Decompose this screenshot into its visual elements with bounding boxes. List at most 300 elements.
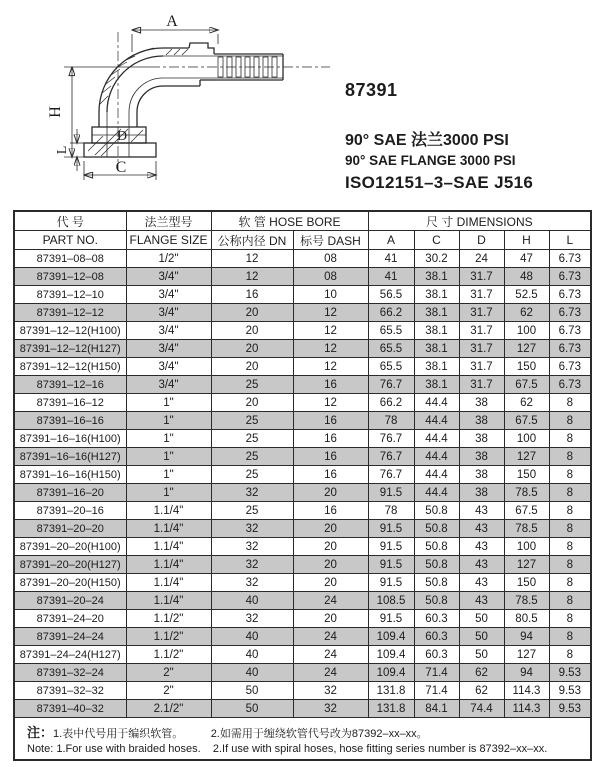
- cell-dash: 16: [293, 430, 368, 448]
- cell-dash: 20: [293, 574, 368, 592]
- cell-dash: 20: [293, 520, 368, 538]
- table-row: [14, 268, 591, 286]
- cell-dim-d: 74.4: [459, 700, 504, 718]
- product-title-en: 90° SAE FLANGE 3000 PSI: [345, 153, 516, 168]
- cell-dim-a: 91.5: [368, 484, 414, 502]
- cell-part-no: 87391–32–32: [14, 682, 126, 700]
- cell-dim-d: 43: [459, 574, 504, 592]
- cell-flange-size: 3/4": [126, 358, 211, 376]
- cell-dim-d: 38: [459, 466, 504, 484]
- cell-dim-l: 8: [549, 394, 591, 412]
- cell-dim-a: 131.8: [368, 700, 414, 718]
- standard-reference: ISO12151–3–SAE J516: [345, 173, 534, 192]
- cell-dim-c: 38.1: [414, 376, 459, 394]
- cell-part-no: 87391–16–16(H100): [14, 430, 126, 448]
- cell-part-no: 87391–12–12(H100): [14, 322, 126, 340]
- cell-dim-a: 91.5: [368, 574, 414, 592]
- table-row: [14, 502, 591, 520]
- cell-dn: 20: [211, 340, 293, 358]
- dimension-a: [132, 13, 218, 52]
- table-row: [14, 322, 591, 340]
- cell-dim-l: 9.53: [549, 682, 591, 700]
- header-dn: 公称内径 DN: [211, 231, 293, 250]
- cell-dim-c: 44.4: [414, 448, 459, 466]
- cell-dim-l: 6.73: [549, 322, 591, 340]
- cell-dn: 32: [211, 520, 293, 538]
- table-row: [14, 376, 591, 394]
- cell-dash: 20: [293, 610, 368, 628]
- cell-flange-size: 3/4": [126, 376, 211, 394]
- cell-dim-c: 44.4: [414, 466, 459, 484]
- table-row: [14, 610, 591, 628]
- cell-dim-d: 31.7: [459, 376, 504, 394]
- cell-dim-d: 31.7: [459, 286, 504, 304]
- cell-dim-h: 78.5: [504, 484, 549, 502]
- cell-flange-size: 1.1/4": [126, 592, 211, 610]
- header-dash: 标号 DASH: [293, 231, 368, 250]
- cell-part-no: 87391–20–20: [14, 520, 126, 538]
- cell-dim-d: 31.7: [459, 340, 504, 358]
- cell-dim-a: 91.5: [368, 610, 414, 628]
- cell-dim-a: 76.7: [368, 448, 414, 466]
- cell-dim-h: 127: [504, 448, 549, 466]
- cell-dim-a: 108.5: [368, 592, 414, 610]
- cell-flange-size: 1.1/4": [126, 538, 211, 556]
- cell-dim-d: 31.7: [459, 268, 504, 286]
- table-row: [14, 628, 591, 646]
- technical-drawing: [0, 0, 340, 205]
- cell-flange-size: 1.1/2": [126, 628, 211, 646]
- cell-dash: 16: [293, 412, 368, 430]
- table-row: [14, 358, 591, 376]
- cell-dim-c: 44.4: [414, 484, 459, 502]
- cell-dn: 40: [211, 664, 293, 682]
- cell-dn: 25: [211, 448, 293, 466]
- cell-dim-h: 100: [504, 322, 549, 340]
- cell-dim-d: 31.7: [459, 304, 504, 322]
- cell-dim-d: 38: [459, 484, 504, 502]
- cell-dim-c: 71.4: [414, 664, 459, 682]
- cell-dim-h: 100: [504, 430, 549, 448]
- cell-dash: 12: [293, 304, 368, 322]
- cell-dim-c: 50.8: [414, 574, 459, 592]
- note-prefix: 注：: [27, 725, 54, 740]
- cell-dn: 25: [211, 376, 293, 394]
- cell-flange-size: 1.1/4": [126, 520, 211, 538]
- cell-part-no: 87391–24–20: [14, 610, 126, 628]
- cell-dim-a: 65.5: [368, 358, 414, 376]
- cell-flange-size: 1/2": [126, 250, 211, 268]
- cell-dim-c: 38.1: [414, 340, 459, 358]
- dim-label-l: L: [55, 145, 70, 155]
- product-title-cn: 90° SAE 法兰3000 PSI: [345, 132, 509, 149]
- cell-dn: 32: [211, 556, 293, 574]
- cell-dim-l: 8: [549, 412, 591, 430]
- dimension-l: [55, 129, 84, 171]
- cell-dash: 12: [293, 394, 368, 412]
- cell-dn: 50: [211, 700, 293, 718]
- header-hose-bore: 软 管 HOSE BORE: [211, 211, 368, 231]
- cell-part-no: 87391–12–12: [14, 304, 126, 322]
- cell-dash: 12: [293, 340, 368, 358]
- cell-flange-size: 2": [126, 682, 211, 700]
- cell-flange-size: 3/4": [126, 286, 211, 304]
- table-row: [14, 448, 591, 466]
- cell-flange-size: 1": [126, 394, 211, 412]
- cell-dn: 20: [211, 322, 293, 340]
- cell-dim-l: 6.73: [549, 358, 591, 376]
- cell-dim-a: 76.7: [368, 466, 414, 484]
- cell-dim-a: 65.5: [368, 340, 414, 358]
- cell-dim-h: 67.5: [504, 376, 549, 394]
- cell-dash: 24: [293, 664, 368, 682]
- cell-part-no: 87391–20–24: [14, 592, 126, 610]
- table-row: [14, 484, 591, 502]
- table-row: [14, 574, 591, 592]
- cell-flange-size: 1.1/2": [126, 646, 211, 664]
- cell-part-no: 87391–20–20(H127): [14, 556, 126, 574]
- cell-dim-h: 94: [504, 664, 549, 682]
- cell-dn: 25: [211, 502, 293, 520]
- header-dim-d: D: [459, 231, 504, 250]
- cell-dim-d: 43: [459, 538, 504, 556]
- cell-dim-h: 150: [504, 466, 549, 484]
- cell-dim-c: 38.1: [414, 322, 459, 340]
- header-dim-h: H: [504, 231, 549, 250]
- cell-flange-size: 1": [126, 484, 211, 502]
- header-flange-cn: 法兰型号: [126, 211, 211, 231]
- cell-dim-c: 50.8: [414, 502, 459, 520]
- cell-flange-size: 1.1/4": [126, 502, 211, 520]
- cell-dash: 08: [293, 250, 368, 268]
- header-row-2: [14, 231, 591, 250]
- cell-dim-l: 8: [549, 610, 591, 628]
- cell-dash: 08: [293, 268, 368, 286]
- cell-dim-h: 114.3: [504, 682, 549, 700]
- cell-dim-l: 6.73: [549, 286, 591, 304]
- cell-dim-l: 9.53: [549, 664, 591, 682]
- cell-dim-d: 43: [459, 520, 504, 538]
- cell-dim-a: 91.5: [368, 538, 414, 556]
- cell-dim-l: 8: [549, 520, 591, 538]
- cell-dim-a: 56.5: [368, 286, 414, 304]
- cell-dim-d: 62: [459, 664, 504, 682]
- cell-dim-a: 109.4: [368, 646, 414, 664]
- cell-dim-h: 80.5: [504, 610, 549, 628]
- cell-dash: 12: [293, 358, 368, 376]
- cell-dash: 16: [293, 466, 368, 484]
- cell-flange-size: 3/4": [126, 304, 211, 322]
- cell-dim-d: 31.7: [459, 322, 504, 340]
- dimension-c: [84, 159, 156, 180]
- header-part-no-cn: 代 号: [14, 211, 126, 231]
- cell-part-no: 87391–32–24: [14, 664, 126, 682]
- cell-dim-h: 62: [504, 304, 549, 322]
- header-dim-c: C: [414, 231, 459, 250]
- cell-dn: 50: [211, 682, 293, 700]
- table-row: [14, 556, 591, 574]
- cell-dim-c: 44.4: [414, 394, 459, 412]
- cell-part-no: 87391–16–16(H127): [14, 448, 126, 466]
- cell-part-no: 87391–20–20(H100): [14, 538, 126, 556]
- cell-flange-size: 2.1/2": [126, 700, 211, 718]
- cell-dim-l: 6.73: [549, 250, 591, 268]
- cell-dim-h: 114.3: [504, 700, 549, 718]
- cell-dim-d: 38: [459, 412, 504, 430]
- cell-dim-c: 84.1: [414, 700, 459, 718]
- cell-dim-l: 8: [549, 538, 591, 556]
- cell-dim-c: 30.2: [414, 250, 459, 268]
- cell-dim-a: 131.8: [368, 682, 414, 700]
- note-line-en: Note: 1.For use with braided hoses. 2.If use with spiral hoses, hose fitting series number is 87392–xx–xx.: [27, 743, 548, 755]
- cell-dn: 12: [211, 250, 293, 268]
- cell-dash: 24: [293, 592, 368, 610]
- cell-part-no: 87391–16–16(H150): [14, 466, 126, 484]
- cell-dim-d: 24: [459, 250, 504, 268]
- header-part-no-en: PART NO.: [14, 231, 126, 250]
- spec-table: [13, 210, 592, 761]
- cell-dash: 16: [293, 502, 368, 520]
- cell-dim-d: 43: [459, 592, 504, 610]
- part-series-number: 87391: [345, 80, 398, 100]
- cell-dim-d: 62: [459, 682, 504, 700]
- cell-dim-c: 71.4: [414, 682, 459, 700]
- cell-dim-l: 8: [549, 466, 591, 484]
- cell-dn: 20: [211, 304, 293, 322]
- cell-dim-c: 38.1: [414, 286, 459, 304]
- cell-dim-d: 38: [459, 394, 504, 412]
- cell-dim-h: 150: [504, 358, 549, 376]
- cell-dim-h: 150: [504, 574, 549, 592]
- cell-dim-c: 44.4: [414, 430, 459, 448]
- cell-dn: 25: [211, 412, 293, 430]
- cell-dim-a: 41: [368, 268, 414, 286]
- table-row: [14, 412, 591, 430]
- cell-dn: 12: [211, 268, 293, 286]
- cell-dim-l: 8: [549, 646, 591, 664]
- cell-dim-h: 127: [504, 340, 549, 358]
- cell-flange-size: 1": [126, 412, 211, 430]
- header-dimensions: 尺 寸 DIMENSIONS: [368, 211, 591, 231]
- cell-flange-size: 1": [126, 466, 211, 484]
- cell-dash: 32: [293, 700, 368, 718]
- cell-dim-l: 6.73: [549, 304, 591, 322]
- cell-dim-l: 8: [549, 502, 591, 520]
- cell-dim-h: 127: [504, 556, 549, 574]
- cell-dn: 20: [211, 358, 293, 376]
- table-row: [14, 430, 591, 448]
- cell-dim-c: 60.3: [414, 646, 459, 664]
- header-dim-l: L: [549, 231, 591, 250]
- section-hatching: [88, 48, 188, 156]
- cell-part-no: 87391–12–10: [14, 286, 126, 304]
- table-row: [14, 250, 591, 268]
- cell-dim-a: 66.2: [368, 304, 414, 322]
- cell-dim-h: 48: [504, 268, 549, 286]
- table-row: [14, 286, 591, 304]
- cell-dim-d: 31.7: [459, 358, 504, 376]
- cell-dash: 20: [293, 484, 368, 502]
- cell-dim-c: 50.8: [414, 520, 459, 538]
- cell-dim-h: 100: [504, 538, 549, 556]
- cell-dim-d: 50: [459, 628, 504, 646]
- cell-flange-size: 3/4": [126, 322, 211, 340]
- spec-table-foot: [14, 718, 591, 761]
- cell-part-no: 87391–12–08: [14, 268, 126, 286]
- table-row: [14, 466, 591, 484]
- cell-part-no: 87391–16–12: [14, 394, 126, 412]
- cell-dim-a: 78: [368, 502, 414, 520]
- cell-dim-l: 6.73: [549, 268, 591, 286]
- cell-dim-a: 66.2: [368, 394, 414, 412]
- cell-dim-a: 109.4: [368, 628, 414, 646]
- cell-dim-h: 62: [504, 394, 549, 412]
- cell-flange-size: 1.1/4": [126, 574, 211, 592]
- cell-dash: 24: [293, 646, 368, 664]
- cell-flange-size: 3/4": [126, 268, 211, 286]
- cell-dash: 12: [293, 322, 368, 340]
- dim-label-a: A: [166, 13, 178, 30]
- note-row: [14, 718, 591, 761]
- cell-dash: 24: [293, 628, 368, 646]
- cell-dim-c: 38.1: [414, 268, 459, 286]
- cell-part-no: 87391–20–16: [14, 502, 126, 520]
- header-dim-a: A: [368, 231, 414, 250]
- cell-flange-size: 1": [126, 430, 211, 448]
- cell-dn: 25: [211, 430, 293, 448]
- cell-dim-l: 8: [549, 628, 591, 646]
- cell-dim-h: 127: [504, 646, 549, 664]
- cell-dim-l: 6.73: [549, 376, 591, 394]
- cell-part-no: 87391–16–20: [14, 484, 126, 502]
- note-line-cn: [27, 722, 584, 741]
- cell-dim-c: 38.1: [414, 358, 459, 376]
- cell-dim-h: 52.5: [504, 286, 549, 304]
- cell-dim-a: 76.7: [368, 430, 414, 448]
- cell-dim-a: 109.4: [368, 664, 414, 682]
- cell-dim-a: 41: [368, 250, 414, 268]
- cell-dim-c: 50.8: [414, 556, 459, 574]
- table-row: [14, 520, 591, 538]
- cell-dim-a: 65.5: [368, 322, 414, 340]
- cell-dim-d: 50: [459, 610, 504, 628]
- cell-part-no: 87391–12–12(H150): [14, 358, 126, 376]
- cell-dim-c: 38.1: [414, 304, 459, 322]
- cell-part-no: 87391–40–32: [14, 700, 126, 718]
- cell-flange-size: 3/4": [126, 340, 211, 358]
- cell-dash: 20: [293, 556, 368, 574]
- cell-dim-l: 8: [549, 484, 591, 502]
- cell-flange-size: 1.1/2": [126, 610, 211, 628]
- cell-dim-l: 6.73: [549, 340, 591, 358]
- cell-dim-l: 8: [549, 592, 591, 610]
- cell-dim-h: 78.5: [504, 520, 549, 538]
- centerlines: [118, 32, 330, 170]
- table-row: [14, 538, 591, 556]
- table-row: [14, 664, 591, 682]
- cell-dim-c: 44.4: [414, 412, 459, 430]
- cell-dn: 32: [211, 574, 293, 592]
- cell-dn: 25: [211, 466, 293, 484]
- cell-dn: 32: [211, 610, 293, 628]
- table-row: [14, 304, 591, 322]
- cell-dim-l: 8: [549, 556, 591, 574]
- cell-dash: 32: [293, 682, 368, 700]
- table-row: [14, 700, 591, 718]
- cell-dim-l: 8: [549, 430, 591, 448]
- cell-dim-a: 78: [368, 412, 414, 430]
- cell-dim-c: 50.8: [414, 538, 459, 556]
- table-row: [14, 682, 591, 700]
- cell-dim-h: 47: [504, 250, 549, 268]
- dim-label-d: D: [116, 129, 128, 144]
- cell-dash: 20: [293, 538, 368, 556]
- cell-flange-size: 1": [126, 448, 211, 466]
- cell-dn: 40: [211, 592, 293, 610]
- cell-dash: 16: [293, 376, 368, 394]
- note-cn-text: 1.表中代号用于编织软管。 2.如需用于缠绕软管代号改为87392–xx–xx。: [53, 728, 428, 740]
- cell-dash: 10: [293, 286, 368, 304]
- table-row: [14, 394, 591, 412]
- cell-dim-a: 91.5: [368, 520, 414, 538]
- cell-dn: 20: [211, 394, 293, 412]
- cell-part-no: 87391–12–16: [14, 376, 126, 394]
- cell-dim-d: 38: [459, 448, 504, 466]
- cell-dim-a: 76.7: [368, 376, 414, 394]
- cell-dn: 32: [211, 538, 293, 556]
- spec-table-body: [14, 250, 591, 718]
- cell-flange-size: 1.1/4": [126, 556, 211, 574]
- cell-dim-c: 60.3: [414, 628, 459, 646]
- cell-dn: 40: [211, 628, 293, 646]
- cell-dim-h: 67.5: [504, 412, 549, 430]
- cell-dim-d: 43: [459, 556, 504, 574]
- cell-dim-d: 38: [459, 430, 504, 448]
- cell-part-no: 87391–24–24: [14, 628, 126, 646]
- cell-dn: 16: [211, 286, 293, 304]
- cell-dim-h: 67.5: [504, 502, 549, 520]
- cell-dim-c: 60.3: [414, 610, 459, 628]
- dim-label-c: C: [115, 159, 127, 176]
- cell-dim-c: 50.8: [414, 592, 459, 610]
- cell-part-no: 87391–08–08: [14, 250, 126, 268]
- dim-label-h: H: [47, 106, 64, 118]
- cell-flange-size: 2": [126, 664, 211, 682]
- spec-table-head: [14, 211, 591, 250]
- cell-dim-h: 94: [504, 628, 549, 646]
- cell-dim-h: 78.5: [504, 592, 549, 610]
- header-row-1: [14, 211, 591, 231]
- cell-dn: 40: [211, 646, 293, 664]
- table-row: [14, 340, 591, 358]
- cell-dim-a: 91.5: [368, 556, 414, 574]
- cell-part-no: 87391–16–16: [14, 412, 126, 430]
- cell-dim-l: 8: [549, 574, 591, 592]
- table-row: [14, 646, 591, 664]
- header-flange-en: FLANGE SIZE: [126, 231, 211, 250]
- cell-dim-d: 43: [459, 502, 504, 520]
- title-block: [345, 80, 533, 193]
- cell-dim-l: 9.53: [549, 700, 591, 718]
- table-row: [14, 592, 591, 610]
- cell-part-no: 87391–12–12(H127): [14, 340, 126, 358]
- cell-dash: 16: [293, 448, 368, 466]
- cell-part-no: 87391–24–24(H127): [14, 646, 126, 664]
- cell-dim-d: 50: [459, 646, 504, 664]
- cell-part-no: 87391–20–20(H150): [14, 574, 126, 592]
- cell-dim-l: 8: [549, 448, 591, 466]
- cell-dn: 32: [211, 484, 293, 502]
